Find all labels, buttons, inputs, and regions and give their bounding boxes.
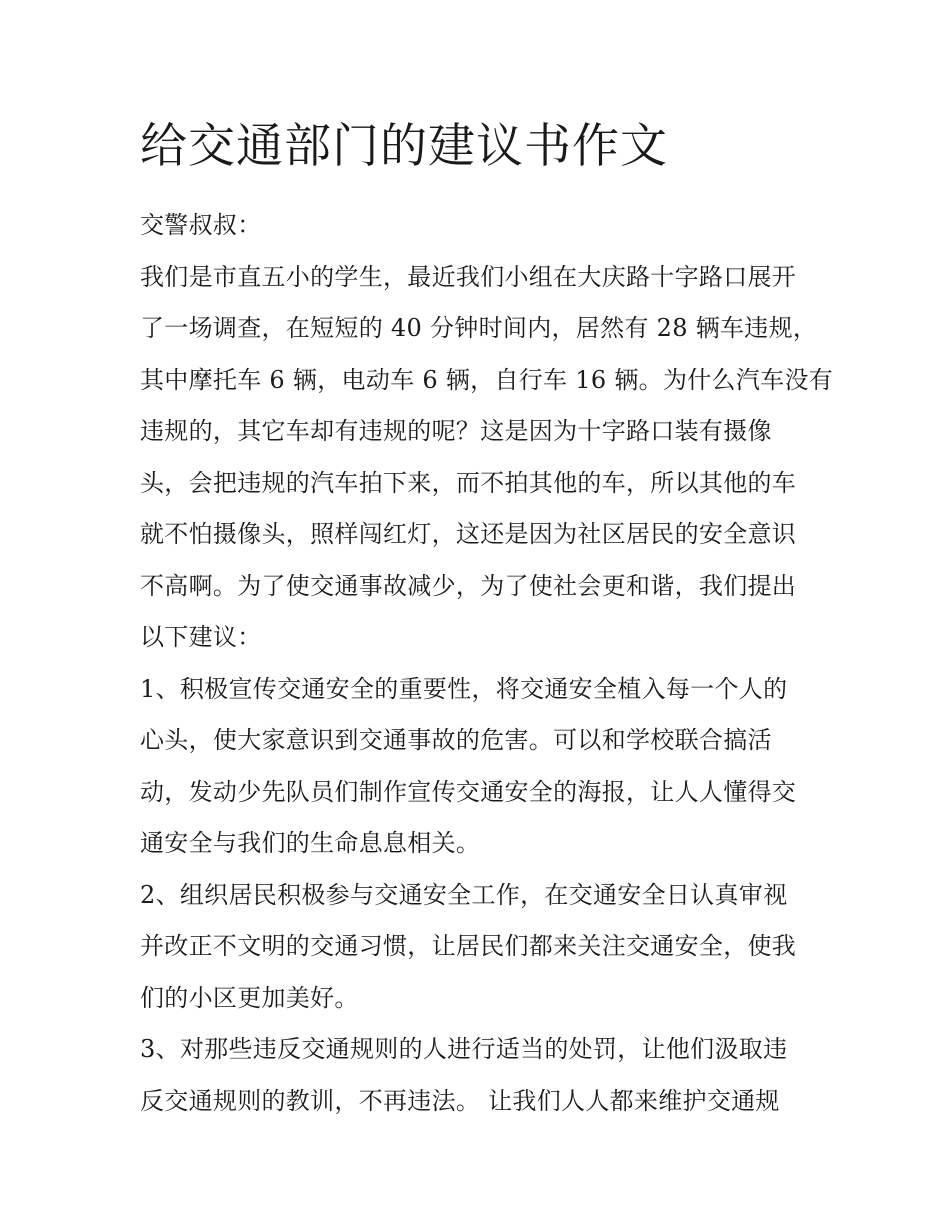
suggestion-2-line: 并改正不文明的交通习惯，让居民们都来关注交通安全，使我 bbox=[140, 932, 797, 960]
suggestion-2-line: 们的小区更加美好。 bbox=[140, 983, 359, 1012]
suggestion-3-line: 反交通规则的教训，不再违法。 让我们人人都来维护交通规 bbox=[140, 1086, 780, 1115]
suggestion-1-line: 通安全与我们的生命息息相关。 bbox=[140, 829, 481, 857]
body-line: 头，会把违规的汽车拍下来，而不拍其他的车，所以其他的车 bbox=[140, 468, 797, 497]
body-line: 了一场调查，在短短的 40 分钟时间内，居然有 28 辆车违规， bbox=[140, 314, 818, 342]
salutation: 交警叔叔： bbox=[140, 211, 262, 239]
body-line: 违规的，其它车却有违规的呢？这是因为十字路口装有摄像 bbox=[140, 417, 772, 445]
document-body bbox=[140, 112, 834, 1127]
body-line: 其中摩托车 6 辆，电动车 6 辆，自行车 16 辆。为什么汽车没有 bbox=[140, 365, 834, 394]
body-line: 以下建议： bbox=[140, 623, 262, 651]
suggestion-1-line: 心头，使大家意识到交通事故的危害。可以和学校联合搞活 bbox=[140, 726, 772, 754]
suggestion-1-line: 动，发动少先队员们制作宣传交通安全的海报，让人人懂得交 bbox=[140, 777, 797, 806]
body-line: 就不怕摄像头，照样闯红灯，这还是因为社区居民的安全意识 bbox=[140, 520, 797, 548]
body-line: 我们是市直五小的学生，最近我们小组在大庆路十字路口展开 bbox=[140, 262, 797, 291]
suggestion-3-line: 3、对那些违反交通规则的人进行适当的处罚，让他们汲取违 bbox=[140, 1035, 788, 1063]
body-line: 不高啊。为了使交通事故减少，为了使社会更和谐，我们提出 bbox=[140, 571, 797, 600]
suggestion-1-line: 1、积极宣传交通安全的重要性，将交通安全植入每一个人的 bbox=[140, 674, 788, 703]
suggestion-2-line: 2、组织居民积极参与交通安全工作，在交通安全日认真审视 bbox=[140, 880, 788, 909]
document-title: 给交通部门的建议书作文 bbox=[140, 119, 668, 174]
